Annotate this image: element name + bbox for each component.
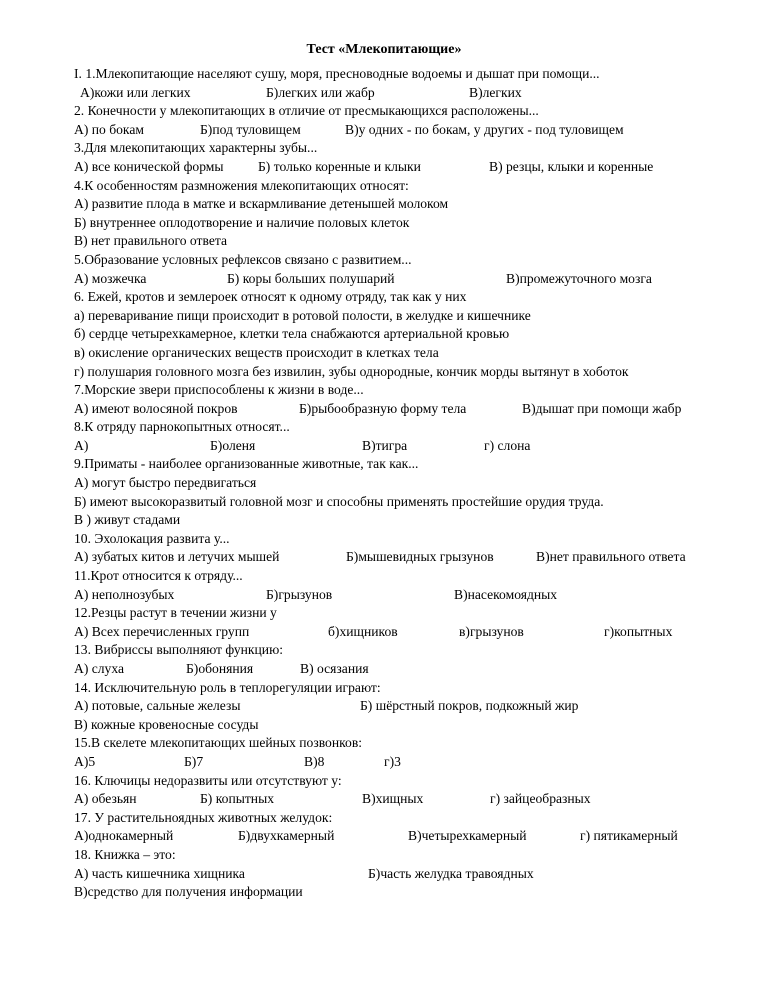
options-row: [74, 437, 714, 456]
answer-option: В)у одних - по бокам, у других - под туловищем: [345, 121, 624, 137]
answer-option: А)5: [74, 753, 96, 769]
answer-option: А) Всех перечисленных групп: [74, 623, 250, 639]
answer-option: б) сердце четырехкамерное, клетки тела снабжаются артериальной кровью: [74, 326, 510, 342]
answer-option: г) полушария головного мозга без извилин, зубы однородные, кончик морды вытянут в хоботок: [74, 363, 629, 379]
answer-option: в) окисление органических веществ происходит в клетках тела: [74, 344, 439, 360]
question-9: [74, 455, 714, 474]
answer-option: Б) коры больших полушарий: [227, 270, 395, 286]
question-13: [74, 641, 714, 660]
answer-option: а) переваривание пищи происходит в ротовой полости, в желудке и кишечнике: [74, 307, 531, 323]
answer-option: г) слона: [484, 437, 531, 453]
answer-option: Б)легких или жабр: [266, 84, 375, 100]
question-text: 10. Эхолокация развита у...: [74, 530, 230, 546]
answer-option: А) мозжечка: [74, 270, 147, 286]
answer-option: В)насекомоядных: [454, 586, 558, 602]
answer-option: В)нет правильного ответа: [536, 549, 686, 565]
question-text: 2. Конечности у млекопитающих в отличие от пресмыкающихся расположены...: [74, 103, 539, 119]
answer-option: В)тигра: [362, 437, 408, 453]
answer-option: Б) только коренные и клыки: [258, 158, 421, 174]
answer-option: Б)мышевидных грызунов: [346, 549, 494, 565]
answer-option: Б) внутреннее оплодотворение и наличие половых клеток: [74, 214, 410, 230]
answer-option: Б)двухкамерный: [238, 828, 335, 844]
question-2: [74, 102, 714, 121]
answer-option: А) неполнозубых: [74, 586, 175, 602]
answer-option: В) резцы, клыки и коренные: [489, 158, 654, 174]
options-row: [74, 586, 714, 605]
answer-option: г) пятикамерный: [580, 828, 678, 844]
answer-option: Б)под туловищем: [200, 121, 301, 137]
answer-option: А) развитие плода в матке и вскармливание детенышей молоком: [74, 196, 449, 212]
answer-option: Б) имеют высокоразвитый головной мозг и способны применять простейшие орудия труда.: [74, 493, 604, 509]
question-14: [74, 679, 714, 698]
answer-option: Б) копытных: [200, 791, 274, 807]
question-5: [74, 251, 714, 270]
options-row: [74, 865, 714, 884]
options-row: [74, 827, 714, 846]
question-text: 11.Крот относится к отряду...: [74, 568, 243, 584]
question-text: 16. Ключицы недоразвиты или отсутствуют у:: [74, 772, 342, 788]
answer-option: г)3: [384, 753, 401, 769]
question-text: 13. Вибриссы выполняют функцию:: [74, 642, 284, 658]
question-17: [74, 809, 714, 828]
answer-option: В ) живут стадами: [74, 512, 181, 528]
answer-option: А) потовые, сальные железы: [74, 698, 241, 714]
question-text: I. 1.Млекопитающие населяют сушу, моря, пресноводные водоемы и дышат при помощи...: [74, 66, 600, 81]
question-1: [74, 65, 714, 84]
question-15: [74, 734, 714, 753]
options-row: [74, 270, 714, 289]
answer-option: А) по бокам: [74, 121, 144, 137]
answer-option: А) слуха: [74, 661, 125, 676]
question-text: 6. Ежей, кротов и землероек относят к одному отряду, так как у них: [74, 289, 467, 305]
question-18: [74, 846, 714, 865]
answer-option: А)кожи или легких: [80, 84, 191, 100]
answer-option: В)хищных: [362, 791, 424, 807]
answer-option: Б)рыбообразную форму тела: [299, 400, 467, 416]
options-row: [74, 158, 714, 177]
answer-option: Б)7: [184, 753, 204, 769]
answer-option: Б) шёрстный покров, подкожный жир: [360, 698, 579, 714]
answer-option: А): [74, 437, 89, 453]
question-6: [74, 288, 714, 307]
answer-option: А) часть кишечника хищника: [74, 865, 245, 881]
answer-option: В)8: [304, 753, 325, 769]
answer-option: Б)оленя: [210, 437, 256, 453]
question-4: [74, 177, 714, 196]
question-7: [74, 381, 714, 400]
question-10: [74, 530, 714, 549]
answer-option: А) имеют волосяной покров: [74, 400, 238, 416]
answer-option: г) зайцеобразных: [490, 791, 591, 807]
options-row: [74, 548, 714, 567]
question-text: 7.Морские звери приспособлены к жизни в воде...: [74, 382, 364, 398]
options-row: [74, 790, 714, 809]
question-text: 14. Исключительную роль в теплорегуляции играют:: [74, 679, 381, 695]
answer-option: В) нет правильного ответа: [74, 233, 227, 249]
test-content: [74, 65, 714, 902]
options-row: [74, 623, 714, 642]
question-text: 9.Приматы - наиболее организованные животные, так как...: [74, 456, 419, 472]
question-16: [74, 772, 714, 791]
question-11: [74, 567, 714, 586]
options-row: [74, 753, 714, 772]
question-text: 4.К особенностям размножения млекопитающих относят:: [74, 177, 409, 193]
answer-option: Б)грызунов: [266, 586, 333, 602]
answer-option: В) осязания: [300, 661, 369, 676]
answer-option: А)однокамерный: [74, 828, 174, 844]
answer-option: В)промежуточного мозга: [506, 270, 652, 286]
answer-option: В)средство для получения информации: [74, 884, 303, 900]
answer-option: г)копытных: [604, 623, 673, 639]
question-text: 8.К отряду парнокопытных относят...: [74, 419, 290, 435]
question-text: 15.В скелете млекопитающих шейных позвонков:: [74, 735, 363, 751]
question-text: 17. У растительноядных животных желудок:: [74, 809, 333, 825]
answer-option: В)четырехкамерный: [408, 828, 527, 844]
answer-option: В)легких: [469, 84, 522, 100]
answer-option: А) обезьян: [74, 791, 137, 807]
answer-option: в)грызунов: [459, 623, 524, 639]
options-row: [74, 400, 714, 419]
options-row: [74, 660, 714, 679]
answer-option: Б)обоняния: [186, 661, 254, 676]
answer-option: б)хищников: [328, 623, 398, 639]
question-text: 12.Резцы растут в течении жизни у: [74, 605, 277, 621]
question-text: 5.Образование условных рефлексов связано с развитием...: [74, 251, 412, 267]
answer-option: А) зубатых китов и летучих мышей: [74, 549, 280, 565]
question-12: [74, 604, 714, 623]
answer-option: В)дышат при помощи жабр: [522, 400, 682, 416]
question-8: [74, 418, 714, 437]
page-title: Тест «Млекопитающие»: [306, 42, 462, 57]
options-row: [74, 697, 714, 716]
question-3: [74, 139, 714, 158]
question-text: 3.Для млекопитающих характерны зубы...: [74, 140, 318, 156]
answer-option: В) кожные кровеносные сосуды: [74, 716, 259, 732]
answer-option: А) все конической формы: [74, 158, 224, 174]
answer-option: А) могут быстро передвигаться: [74, 475, 257, 491]
answer-option: Б)часть желудка травоядных: [368, 865, 534, 881]
question-text: 18. Книжка – это:: [74, 846, 176, 862]
options-row: [74, 121, 714, 140]
options-row: [74, 84, 714, 103]
